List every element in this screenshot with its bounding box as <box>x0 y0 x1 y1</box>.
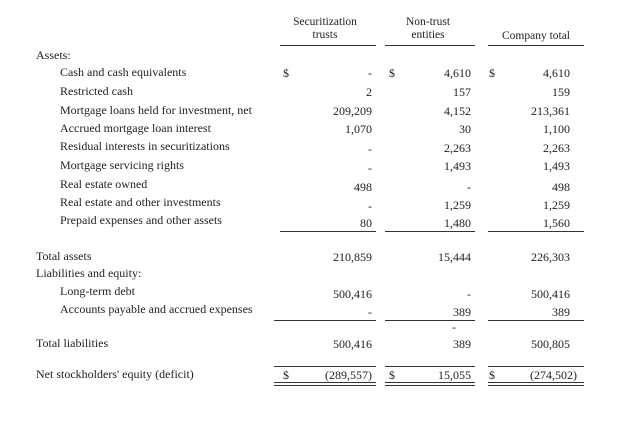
cell-value: 2 <box>366 85 372 99</box>
cell-value: 226,303 <box>531 250 570 264</box>
cell-value: 1,259 <box>444 198 471 212</box>
cell-value: 500,805 <box>531 337 570 351</box>
subtotal-underline <box>385 320 475 321</box>
cell-value: 4,152 <box>444 104 471 118</box>
cell-value: 1,100 <box>543 122 570 136</box>
row-label: Real estate and other investments <box>60 195 221 209</box>
cell-value: 4,610 <box>444 66 471 80</box>
subtotal-underline <box>280 231 376 232</box>
cell-value: 498 <box>552 180 570 194</box>
cell-value: 389 <box>453 337 471 351</box>
cell-value: 389 <box>453 305 471 319</box>
row-label: Prepaid expenses and other assets <box>60 213 222 227</box>
cell-value: (274,502) <box>530 368 577 382</box>
cell-value: 500,416 <box>333 287 372 301</box>
header-underline <box>385 45 475 46</box>
cell-value: 209,209 <box>333 104 372 118</box>
currency-symbol: $ <box>489 66 495 80</box>
currency-symbol: $ <box>283 368 289 382</box>
cell-value: 1,493 <box>444 159 471 173</box>
header-underline <box>488 45 584 46</box>
cell-value: 500,416 <box>531 287 570 301</box>
currency-symbol: $ <box>389 368 395 382</box>
column-header-company-total: Company total <box>501 30 571 42</box>
cell-value: - <box>368 66 372 80</box>
section-heading-liabilities: Liabilities and equity: <box>36 266 142 280</box>
equity-top-rule <box>385 366 475 367</box>
row-label: Residual interests in securitizations <box>60 139 230 153</box>
row-label: Long-term debt <box>60 284 135 298</box>
row-label: Real estate owned <box>60 177 148 191</box>
cell-value: - <box>368 161 372 175</box>
subtotal-underline <box>385 231 475 232</box>
stray-dash: - <box>452 320 456 334</box>
cell-value: (289,557) <box>325 368 372 382</box>
subtotal-underline <box>488 231 584 232</box>
cell-value: 80 <box>360 216 372 230</box>
row-label: Restricted cash <box>60 84 133 98</box>
header-underline <box>280 45 376 46</box>
cell-value: 1,493 <box>543 159 570 173</box>
row-label: Accrued mortgage loan interest <box>60 121 211 135</box>
cell-value: - <box>467 287 471 301</box>
subtotal-underline <box>488 320 584 321</box>
cell-value: 15,055 <box>438 368 471 382</box>
row-label-total-assets: Total assets <box>36 249 92 263</box>
cell-value: 2,263 <box>444 141 471 155</box>
cell-value: 1,480 <box>444 216 471 230</box>
cell-value: 1,560 <box>543 216 570 230</box>
equity-top-rule <box>274 366 376 367</box>
cell-value: - <box>368 142 372 156</box>
cell-value: 15,444 <box>438 250 471 264</box>
cell-value: 210,859 <box>333 250 372 264</box>
cell-value: 157 <box>453 85 471 99</box>
double-underline <box>385 382 475 386</box>
currency-symbol: $ <box>389 66 395 80</box>
subtotal-underline <box>274 320 376 321</box>
cell-value: 4,610 <box>543 66 570 80</box>
equity-top-rule <box>488 366 584 367</box>
cell-value: - <box>467 180 471 194</box>
row-label-total-liabilities: Total liabilities <box>36 336 109 350</box>
row-label: Cash and cash equivalents <box>60 65 187 79</box>
double-underline <box>488 382 584 386</box>
cell-value: 159 <box>552 85 570 99</box>
cell-value: 2,263 <box>543 141 570 155</box>
section-heading-assets: Assets: <box>36 48 71 62</box>
currency-symbol: $ <box>489 368 495 382</box>
cell-value: 500,416 <box>333 337 372 351</box>
cell-value: 389 <box>552 305 570 319</box>
row-label: Mortgage servicing rights <box>60 158 184 172</box>
column-header-securitization-trusts: Securitization trusts <box>293 16 357 41</box>
row-label: Accounts payable and accrued expenses <box>60 302 253 316</box>
cell-value: - <box>368 199 372 213</box>
row-label: Mortgage loans held for investment, net <box>60 103 252 117</box>
double-underline <box>274 382 376 386</box>
cell-value: 30 <box>459 122 471 136</box>
currency-symbol: $ <box>283 66 289 80</box>
cell-value: 498 <box>354 180 372 194</box>
cell-value: - <box>368 305 372 319</box>
row-label-net-equity: Net stockholders' equity (deficit) <box>36 367 194 381</box>
column-header-non-trust-entities: Non-trust entities <box>405 16 451 41</box>
cell-value: 213,361 <box>531 104 570 118</box>
cell-value: 1,070 <box>345 122 372 136</box>
cell-value: 1,259 <box>543 198 570 212</box>
